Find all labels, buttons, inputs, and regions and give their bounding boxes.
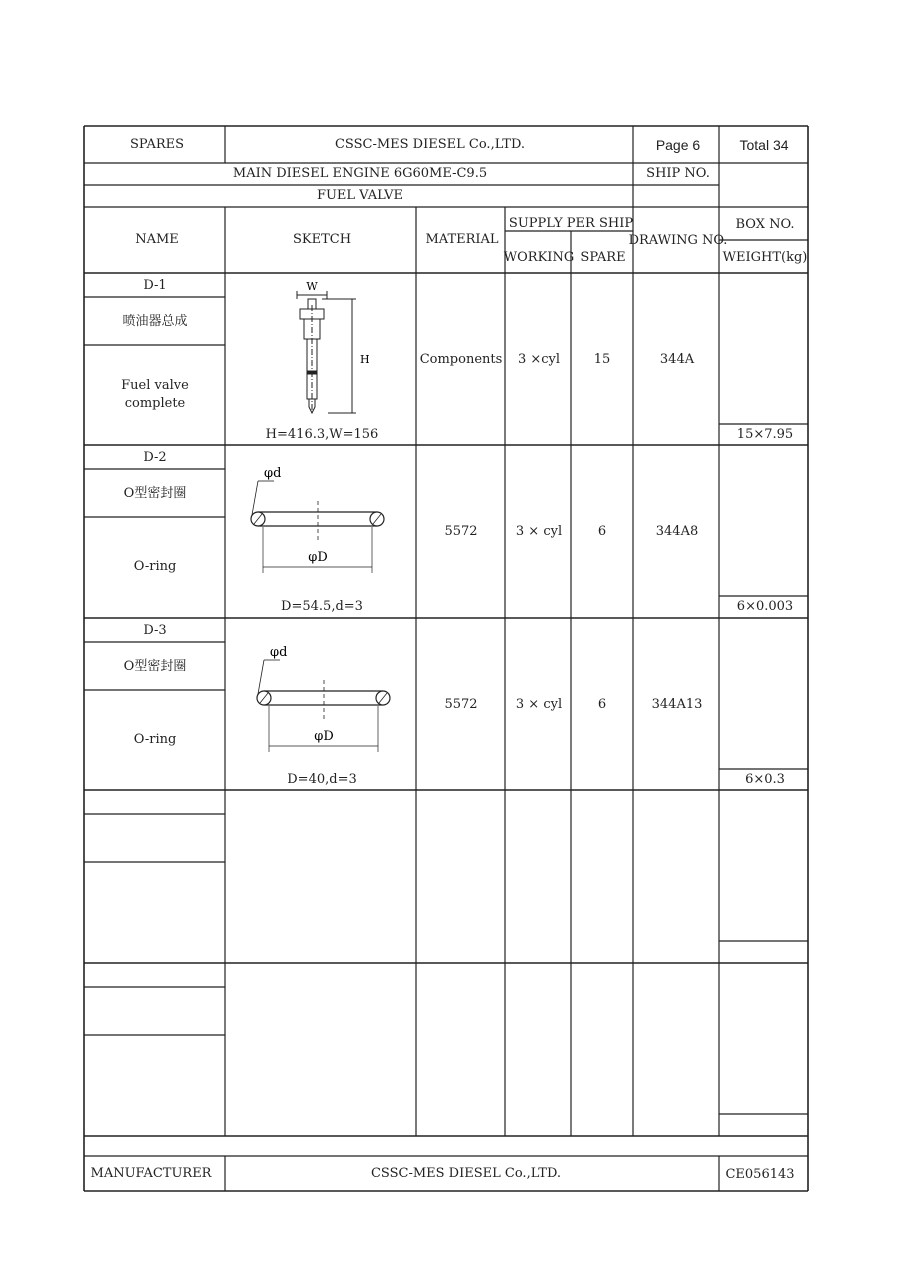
item-weight: 6×0.003 — [736, 598, 794, 614]
height-label: H — [360, 353, 370, 366]
col-spare: SPARE — [580, 249, 626, 265]
item-id: D-2 — [143, 449, 167, 465]
engine-title: MAIN DIESEL ENGINE 6G60ME-C9.5 — [232, 165, 488, 181]
item-material: 5572 — [444, 523, 478, 539]
item-drawing-no: 344A13 — [651, 696, 703, 712]
item-id: D-1 — [143, 277, 167, 293]
ship-no-label: SHIP NO. — [646, 165, 710, 181]
item-weight: 6×0.3 — [745, 771, 785, 787]
item-working-qty: 3 ×cyl — [517, 351, 561, 367]
col-name: NAME — [135, 231, 179, 247]
width-label: W — [306, 280, 318, 293]
company-name: CSSC-MES DIESEL Co.,LTD. — [334, 136, 526, 152]
total-pages: Total 34 — [739, 137, 789, 154]
item-name-en: Fuel valve complete — [121, 377, 189, 411]
spares-label: SPARES — [129, 136, 185, 152]
document-code: CE056143 — [725, 1166, 795, 1182]
item-name-en: O-ring — [133, 731, 177, 747]
o-ring-sketch — [232, 451, 412, 591]
item-name-cn: O型密封圈 — [123, 658, 187, 674]
item-working-qty: 3 × cyl — [515, 523, 563, 539]
inner-diameter-label: φd — [270, 645, 288, 660]
item-material: 5572 — [444, 696, 478, 712]
item-weight: 15×7.95 — [736, 426, 794, 442]
item-material: Components — [419, 351, 503, 367]
col-material: MATERIAL — [425, 231, 499, 247]
item-dimensions: D=40,d=3 — [287, 771, 357, 787]
o-ring-sketch — [232, 624, 412, 764]
inner-diameter-label: φd — [264, 466, 282, 481]
outer-diameter-label: φD — [308, 550, 328, 565]
item-spare-qty: 6 — [597, 696, 607, 712]
outer-diameter-label: φD — [314, 729, 334, 744]
item-name-cn: O型密封圈 — [123, 485, 187, 501]
component-title: FUEL VALVE — [316, 187, 404, 203]
col-drawing: DRAWING NO. — [628, 232, 728, 248]
col-working: WORKING — [503, 249, 575, 265]
item-name-cn: 喷油器总成 — [122, 313, 188, 329]
fuel-valve-sketch — [232, 279, 412, 419]
item-dimensions: H=416.3,W=156 — [265, 426, 379, 442]
col-weight: WEIGHT(kg) — [722, 249, 808, 265]
col-sketch: SKETCH — [292, 231, 352, 247]
manufacturer-name: CSSC-MES DIESEL Co.,LTD. — [370, 1165, 562, 1181]
item-id: D-3 — [143, 622, 167, 638]
page-number: Page 6 — [655, 137, 701, 154]
item-drawing-no: 344A8 — [655, 523, 699, 539]
item-spare-qty: 15 — [593, 351, 611, 367]
item-spare-qty: 6 — [597, 523, 607, 539]
col-supply: SUPPLY PER SHIP — [508, 215, 634, 231]
col-box: BOX NO. — [735, 216, 795, 232]
manufacturer-label: MANUFACTURER — [90, 1165, 212, 1181]
item-name-en: O-ring — [133, 558, 177, 574]
item-drawing-no: 344A — [659, 351, 695, 367]
item-dimensions: D=54.5,d=3 — [281, 598, 363, 614]
item-working-qty: 3 × cyl — [515, 696, 563, 712]
